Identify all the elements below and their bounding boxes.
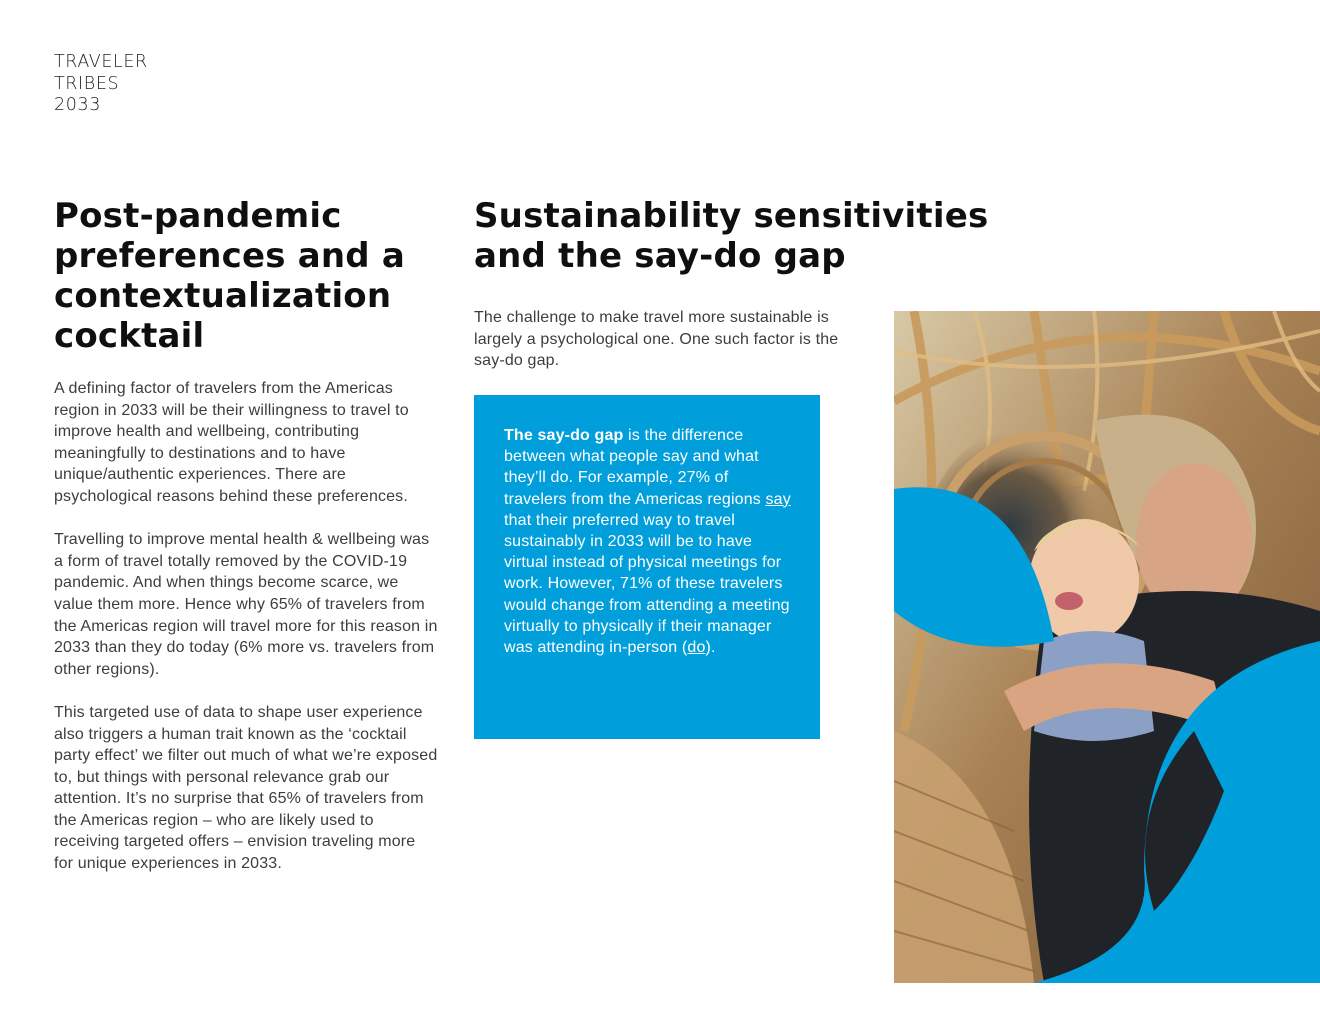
callout-text-3: ). <box>705 639 716 657</box>
left-section-heading: Post-pandemic preferences and a contextualization cocktail <box>54 196 406 356</box>
right-column <box>474 196 994 370</box>
callout-text-2: that their preferred way to travel sustainably in 2033 will be to have virtual instead of physical meetings for work. However, 71% of these travelers would change from attending a meeting virtually to physically if their manager was attending in-person ( <box>504 511 790 657</box>
brand-line-2: TRIBES <box>54 73 120 94</box>
left-column <box>54 196 439 896</box>
left-section-body <box>54 378 439 875</box>
say-do-gap-callout <box>474 395 820 739</box>
left-paragraph-3: This targeted use of data to shape user experience also triggers a human trait known as the ‘cocktail party effect’ we filter out much of what we’re exposed to, but things with personal relevance grab our attention. It’s no surprise that 65% of travelers from the Americas region – who are likely used to receiving targeted offers – envision traveling more for unique experiences in 2033. <box>54 703 438 873</box>
traveler-photo <box>894 311 1320 983</box>
photo-illustration <box>894 311 1320 983</box>
brand-wordmark <box>54 52 148 117</box>
callout-say-word: say <box>765 490 791 508</box>
brand-line-1: TRAVELER <box>54 52 148 72</box>
right-section-intro: The challenge to make travel more sustainable is largely a psychological one. One such factor is the say-do gap. <box>474 309 839 370</box>
callout-term: The say-do gap <box>504 427 624 444</box>
callout-text-1: is the difference between what people say and what they’ll do. For example, 27% of travelers from the Americas regions <box>504 427 766 508</box>
brand-line-3: 2033 <box>54 95 101 115</box>
right-section-heading: Sustainability sensitivities and the say-do gap <box>474 196 989 276</box>
left-paragraph-2: Travelling to improve mental health & wellbeing was a form of travel totally removed by the COVID-19 pandemic. And when things become scarce, we value them more. Hence why 65% of travelers from the Americas region will travel more for this reason in 2033 than they do today (6% more vs. travelers from other regions). <box>54 531 438 678</box>
left-paragraph-1: A defining factor of travelers from the Americas region in 2033 will be their willingness to travel to improve health and wellbeing, contributing meaningfully to destinations and to have unique/authentic experiences. There are psychological reasons behind these preferences. <box>54 380 409 505</box>
callout-do-word: do <box>687 639 706 657</box>
